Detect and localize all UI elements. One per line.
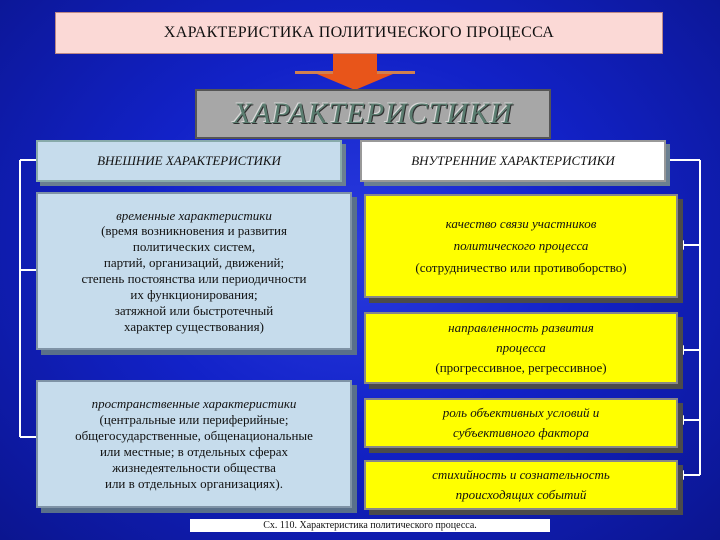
spatial-line: общегосударственные, общенациональные — [75, 428, 313, 444]
internal-item-title: качество связи участников — [445, 216, 597, 232]
temporal-line: политических систем, — [132, 239, 256, 255]
spatial-line: (центральные или периферийные; — [99, 412, 289, 428]
spatial-line: или местные; в отдельных сферах — [99, 444, 289, 459]
spatial-title: пространственные характеристики — [91, 396, 297, 412]
development-direction-box — [364, 312, 678, 384]
internal-header — [360, 140, 666, 182]
temporal-line: партий, организаций, движений; — [103, 255, 285, 271]
internal-item-title: субъективного фактора — [453, 425, 589, 440]
down-arrow-icon — [295, 54, 415, 90]
temporal-line: степень постоянства или периодичности — [81, 271, 307, 286]
figure-caption: Сх. 110. Характеристика политического процесса. — [190, 519, 550, 532]
spatial-line: жизнедеятельности общества — [112, 459, 276, 475]
temporal-line: (время возникновения и развития — [101, 223, 287, 239]
external-header-text: ВНЕШНИЕ ХАРАКТЕРИСТИКИ — [97, 153, 281, 169]
external-header — [36, 140, 342, 182]
internal-item-title: процесса — [496, 340, 546, 356]
page-title — [55, 12, 663, 54]
temporal-line: их функционирования; — [130, 286, 258, 302]
temporal-line: затяжной или быстротечный — [114, 302, 274, 318]
participant-connection-box — [364, 194, 678, 298]
characteristics-heading — [195, 89, 551, 139]
temporal-line: характер существования) — [124, 318, 264, 334]
temporal-title: временные характеристики — [116, 207, 272, 223]
page-title-text: ХАРАКТЕРИСТИКА ПОЛИТИЧЕСКОГО ПРОЦЕССА — [163, 24, 555, 42]
internal-header-text: ВНУТРЕННИЕ ХАРАКТЕРИСТИКИ — [411, 153, 615, 169]
internal-item-title: происходящих событий — [455, 487, 587, 502]
spatial-characteristics-box — [36, 380, 352, 508]
internal-item-note: (сотрудничество или противоборство) — [415, 259, 627, 275]
internal-item-note: (прогрессивное, регрессивное) — [435, 359, 607, 375]
internal-item-title: роль объективных условий и — [442, 405, 600, 421]
spatial-line: или в отдельных организациях). — [104, 475, 283, 491]
internal-item-title: политического процесса — [453, 238, 589, 254]
characteristics-heading-text: ХАРАКТЕРИСТИКИ — [233, 96, 513, 130]
spontaneity-consciousness-box — [364, 460, 678, 510]
internal-item-title: направленность развития — [448, 320, 594, 336]
objective-subjective-box — [364, 398, 678, 448]
temporal-characteristics-box — [36, 192, 352, 350]
internal-item-title: стихийность и сознательность — [432, 467, 610, 483]
